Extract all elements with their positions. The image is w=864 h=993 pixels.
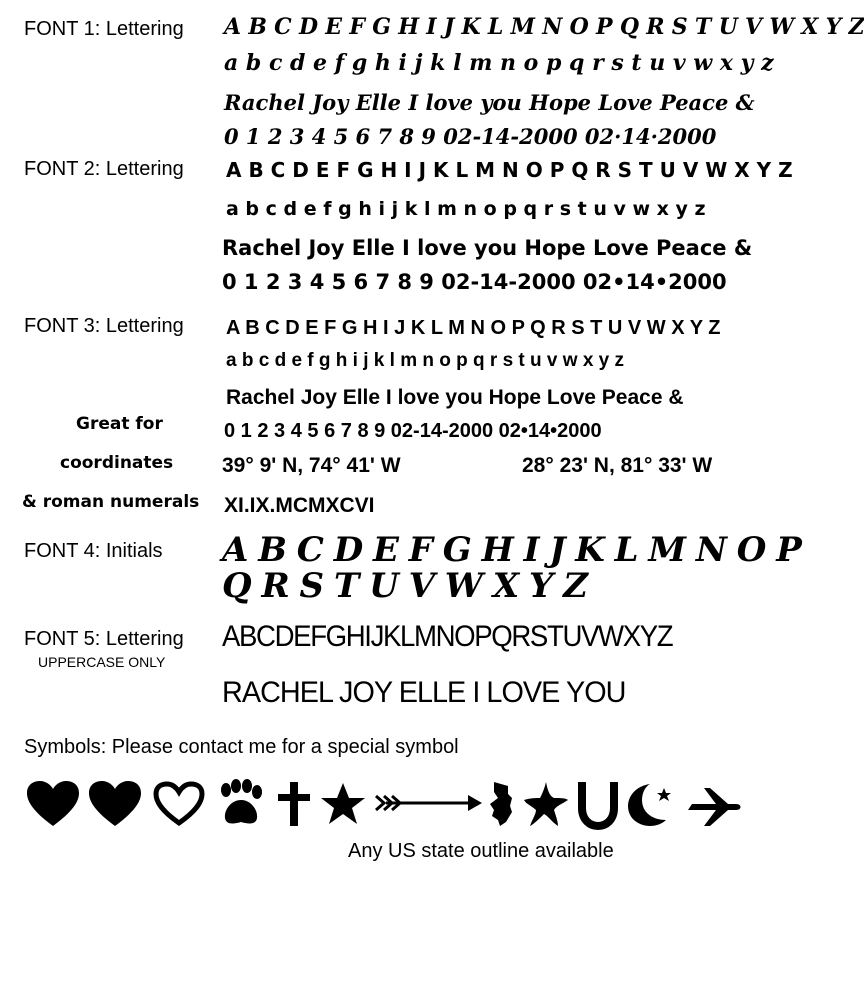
font4-row2: Q R S T U V W X Y Z	[222, 566, 587, 606]
font3-coordinates-1: 39° 9' N, 74° 41' W	[222, 454, 401, 477]
starfish-icon	[522, 780, 570, 828]
font5-sublabel: UPPERCASE ONLY	[38, 654, 166, 670]
cross-icon	[274, 780, 314, 828]
font3-coordinates-label: coordinates	[60, 453, 174, 473]
font5-sample: RACHEL JOY ELLE I LOVE YOU	[222, 676, 626, 709]
font1-label: FONT 1: Lettering	[24, 18, 184, 40]
arrow-icon	[374, 788, 484, 818]
font3-great-for-label: Great for	[76, 414, 163, 434]
font5-uppercase: ABCDEFGHIJKLMNOPQRSTUVWXYZ	[222, 620, 673, 653]
paw-icon	[214, 780, 268, 828]
font1-uppercase: A B C D E F G H I J K L M N O P Q R S T U V W X Y Z	[224, 14, 864, 40]
font3-coordinates-2: 28° 23' N, 81° 33' W	[522, 454, 713, 477]
font1-numbers: 0 1 2 3 4 5 6 7 8 9 02-14-2000 02·14·2000	[224, 124, 717, 149]
new-jersey-state-icon	[486, 780, 520, 828]
heart-solid-icon	[88, 780, 142, 828]
star-icon	[320, 782, 366, 826]
font3-numbers: 0 1 2 3 4 5 6 7 8 9 02-14-2000 02•14•2000	[224, 420, 602, 442]
font3-uppercase: A B C D E F G H I J K L M N O P Q R S T U V W X Y Z	[226, 317, 721, 339]
font2-sample: Rachel Joy Elle I love you Hope Love Peace &	[222, 236, 753, 260]
font3-lowercase: a b c d e f g h i j k l m n o p q r s t u v w x y z	[226, 350, 625, 371]
font1-lowercase: a b c d e f g h i j k l m n o p q r s t u v w x y z	[224, 50, 774, 76]
airplane-icon	[676, 780, 744, 828]
font3-sample: Rachel Joy Elle I love you Hope Love Peace &	[226, 386, 684, 409]
font3-roman: XI.IX.MCMXCVI	[224, 494, 375, 517]
font3-roman-label: & roman numerals	[22, 492, 200, 512]
font1-sample: Rachel Joy Elle I love you Hope Love Peace &	[224, 90, 755, 115]
symbols-note: Any US state outline available	[348, 840, 614, 862]
font5-label: FONT 5: Lettering	[24, 628, 184, 650]
symbols-title: Symbols: Please contact me for a special symbol	[24, 736, 459, 758]
font3-label: FONT 3: Lettering	[24, 315, 184, 337]
font2-lowercase: a b c d e f g h i j k l m n o p q r s t u v w x y z	[226, 198, 706, 220]
font2-uppercase: A B C D E F G H I J K L M N O P Q R S T U V W X Y Z	[226, 158, 793, 182]
symbols-row	[24, 778, 744, 830]
font2-numbers: 0 1 2 3 4 5 6 7 8 9 02-14-2000 02•14•2000	[222, 270, 727, 294]
heart-outline-icon	[152, 780, 206, 828]
heart-solid-icon	[26, 780, 80, 828]
font4-row1: A B C D E F G H I J K L M N O P	[222, 530, 801, 570]
font4-label: FONT 4: Initials	[24, 540, 163, 562]
font2-label: FONT 2: Lettering	[24, 158, 184, 180]
moon-star-icon	[624, 780, 674, 828]
horseshoe-icon	[576, 780, 620, 828]
